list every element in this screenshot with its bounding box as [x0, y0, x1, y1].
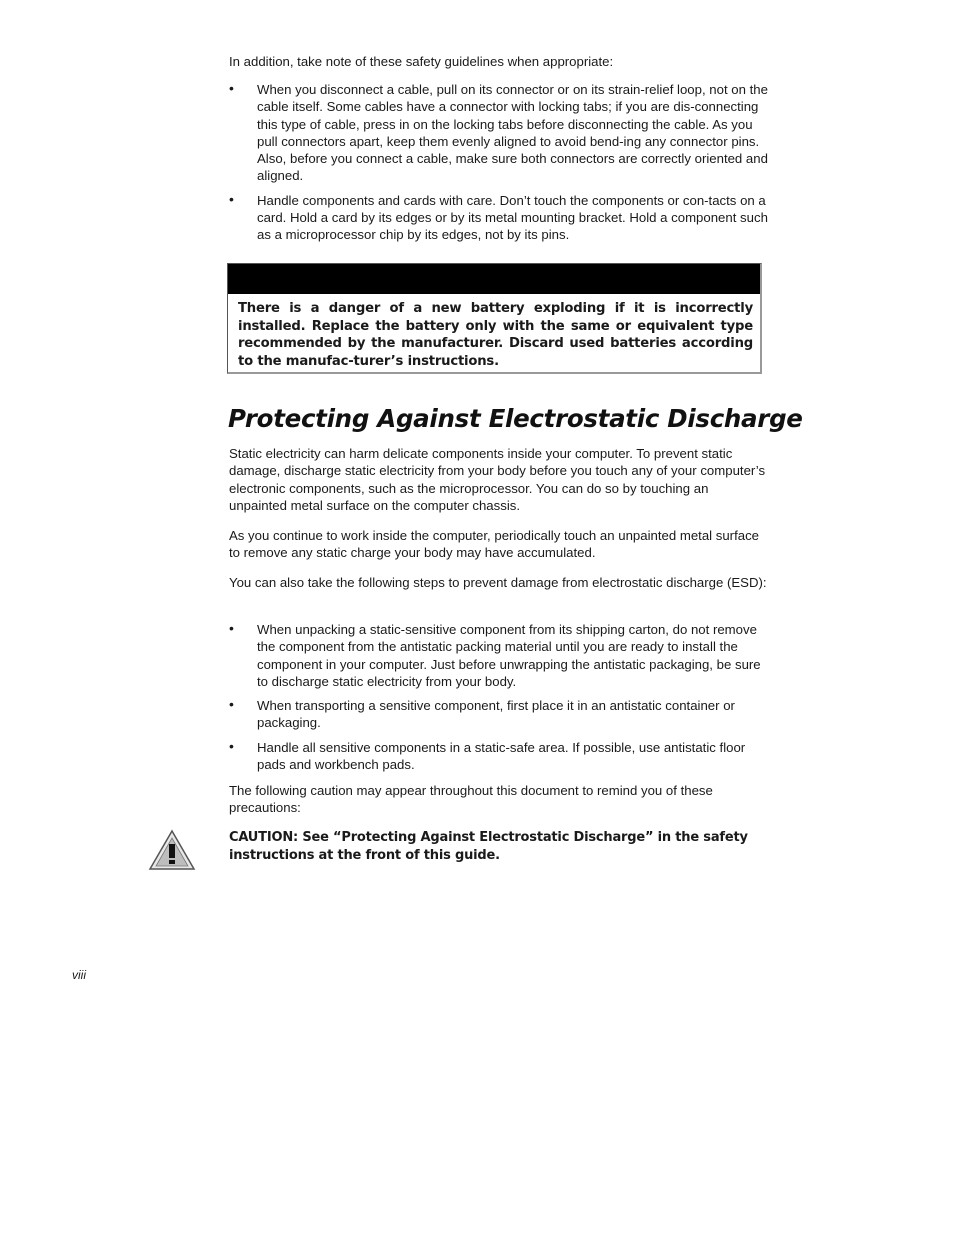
bullet-icon: • — [229, 190, 234, 207]
list-item: • Handle all sensitive components in a static-safe area. If possible, use antistatic floor pads and workbench pads. — [229, 737, 746, 773]
page-number: viii — [72, 968, 86, 982]
bullet-icon: • — [229, 737, 234, 754]
caution-text: CAUTION: See “Protecting Against Electrostatic Discharge” in the safety instructions at the front of this guide. — [229, 830, 748, 863]
bullet-icon: • — [229, 696, 234, 713]
battery-warning-text: There is a danger of a new battery exploding if it is incorrectly installed. Replace the battery only with the same or equivalent type recommended by the manufacturer. Discard used batteries according to the manufac-turer’s instructions. — [238, 301, 753, 369]
bullet-icon: • — [229, 620, 234, 636]
esd-steps-list — [229, 621, 774, 773]
intro-text: In addition, take note of these safety guidelines when appropriate: — [229, 54, 614, 69]
safety-guidelines-list — [229, 81, 774, 244]
esd-paragraph: You can also take the following steps to prevent damage from electrostatic discharge (ESD): — [229, 575, 767, 590]
list-item: • Handle components and cards with care. Don’t touch the components or con-tacts on a card. Hold a card by its edges or by its metal mounting bracket. Hold a component such as a microprocessor chip by its edges, not by its pins. — [229, 190, 768, 243]
list-item: • When unpacking a static-sensitive component from its shipping carton, do not remove the component from the antistatic packing material until you are ready to install the component in your computer. Just before unwrapping the antistatic packaging, be sure to discharge static electricity from your body. — [229, 620, 761, 689]
esd-paragraph: Static electricity can harm delicate components inside your computer. To prevent static damage, discharge static electricity from your body before you touch any of your computer’s electronic components, such as the microprocessor. You can do so by touching an unpainted metal surface on the computer chassis. — [229, 446, 766, 513]
list-item: • When transporting a sensitive component, first place it in an antistatic container or packaging. — [229, 696, 735, 731]
closing-text: The following caution may appear throughout this document to remind you of these precautions: — [229, 783, 713, 816]
section-title: Protecting Against Electrostatic Discharge — [228, 404, 803, 433]
esd-paragraph: As you continue to work inside the computer, periodically touch an unpainted metal surface to remove any static charge your body may have accumulated. — [229, 528, 760, 561]
list-item: • When you disconnect a cable, pull on its connector or on its strain-relief loop, not on the cable itself. Some cables have a connector with locking tabs; if you are dis-connecting this type of cable, press in on the locking tabs before disconnecting the cable. As you pull connectors apart, keep them evenly aligned to avoid bend-ing any connector pins. Also, before you connect a cable, make sure both connectors are correctly oriented and aligned. — [229, 80, 768, 184]
battery-warning-box — [227, 263, 762, 374]
bullet-icon: • — [229, 80, 234, 96]
warning-header-bar — [228, 264, 760, 294]
warning-triangle-icon — [148, 829, 196, 871]
